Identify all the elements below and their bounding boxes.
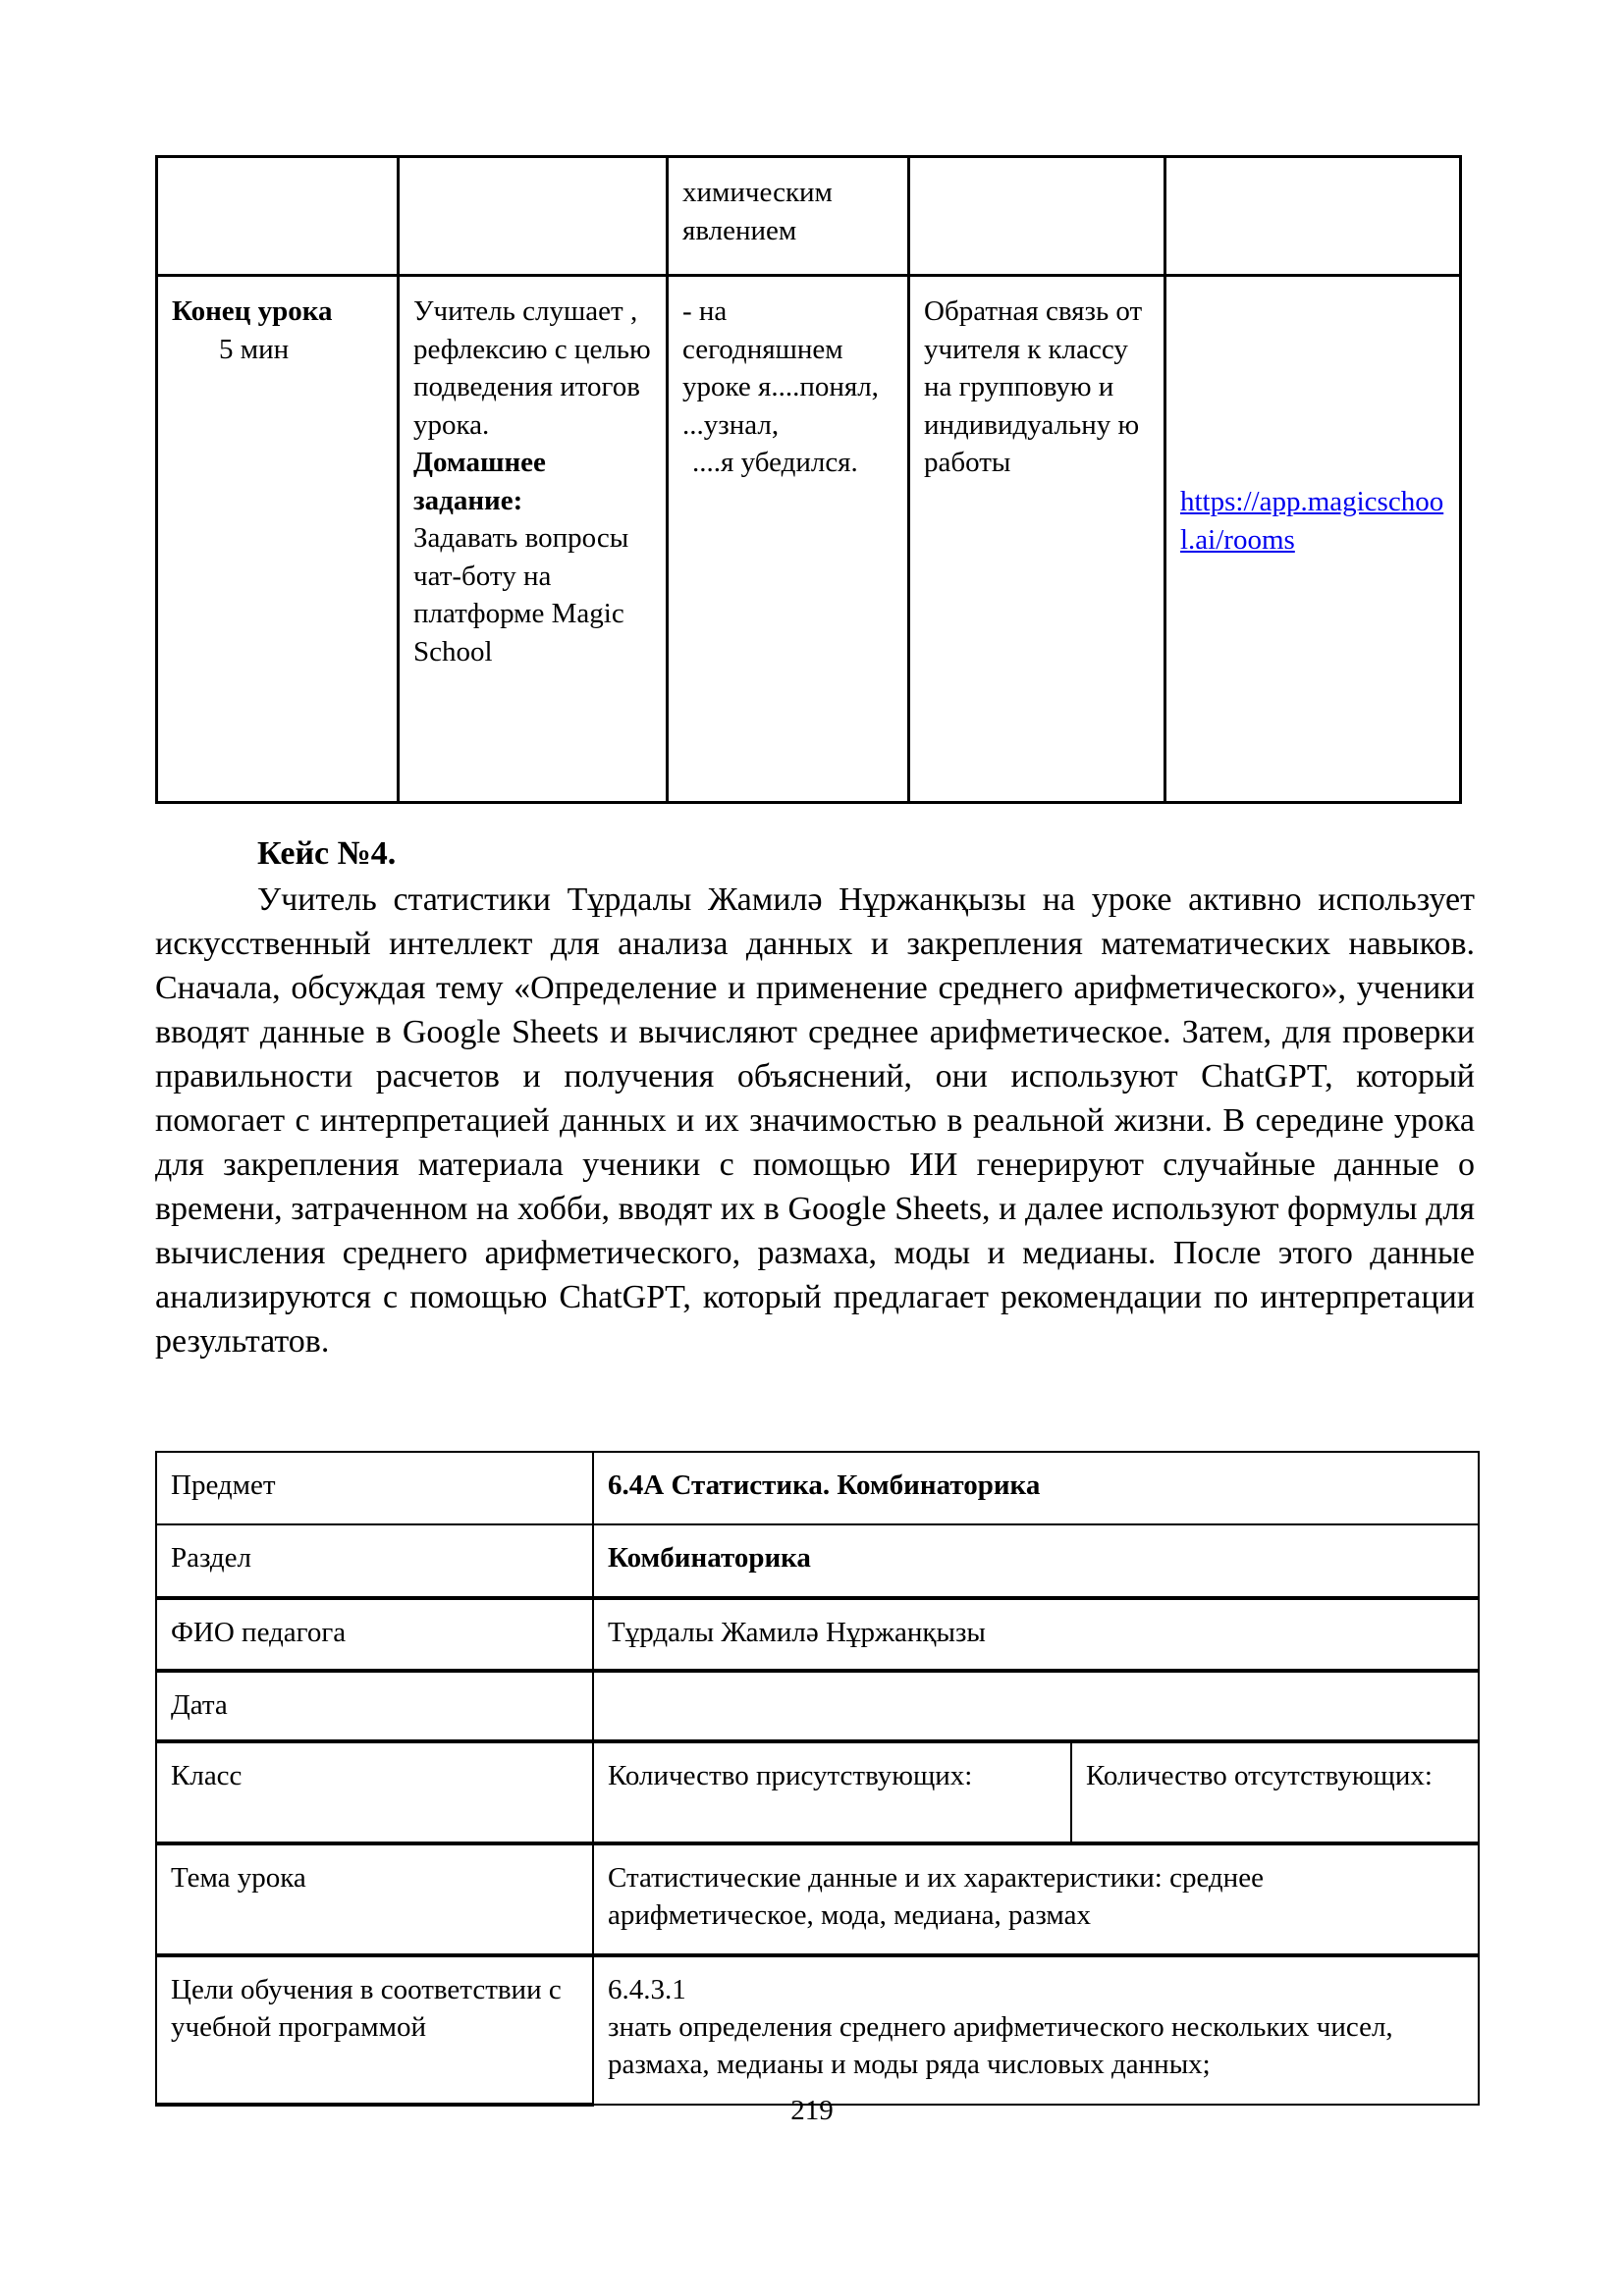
student-actions-cell — [668, 276, 909, 803]
celi-cell — [593, 1955, 1479, 2105]
klass-label: Класс — [156, 1741, 593, 1843]
table-cell — [909, 157, 1165, 276]
fio-value: Тұрдалы Жамилә Нұржанқызы — [593, 1598, 1479, 1671]
razdel-label: Раздел — [156, 1524, 593, 1598]
lesson-plan-table — [155, 1451, 1480, 2107]
razdel-value: Комбинаторика — [593, 1524, 1479, 1598]
celi-value: знать определения среднего арифметического нескольких чисел, размаха, медианы и моды ряда числовых данных; — [608, 2011, 1393, 2080]
celi-label: Цели обучения в соответствии с учебной программой — [156, 1955, 593, 2105]
table-row — [156, 1843, 1479, 1955]
stage-cell — [157, 276, 399, 803]
teacher-actions-cell — [399, 276, 668, 803]
stage-time: 5 мин — [219, 333, 290, 365]
table-cell — [1165, 157, 1461, 276]
table-cell: химическим явлением — [668, 157, 909, 276]
table-row — [156, 1598, 1479, 1671]
magicschool-link[interactable]: https://app.magicschool.ai/rooms — [1180, 486, 1444, 556]
resources-cell — [1165, 276, 1461, 803]
table-cell — [399, 157, 668, 276]
homework-text: Задавать вопросы чат-боту на платформе Magic School — [413, 522, 629, 667]
celi-code: 6.4.3.1 — [608, 1974, 686, 2005]
predmet-label: Предмет — [156, 1452, 593, 1524]
table-row — [156, 1741, 1479, 1843]
lesson-stages-table — [155, 155, 1462, 804]
tema-label: Тема урока — [156, 1843, 593, 1955]
absent-count-label: Количество отсутствующих: — [1071, 1741, 1479, 1843]
student-text-2: ...узнал, — [682, 408, 780, 441]
page-number: 219 — [790, 2095, 834, 2126]
table-row — [156, 1452, 1479, 1524]
assessment-cell — [909, 276, 1165, 803]
case-paragraph: Учитель статистики Тұрдалы Жамилә Нұржанқызы на уроке активно использует искусственный интеллект для анализа данных и закрепления математических навыков. Сначала, обсуждая тему «Определение и применение среднего арифметического», ученики вводят данные в Google Sheets и вычисляют среднее арифметическое. Затем, для проверки правильности расчетов и получения объяснений, они используют ChatGPT, который помогает с интерпретацией данных и их значимостью в реальной жизни. В середине урока для закрепления материала ученики с помощью ИИ генерируют случайные данные о времени, затраченном на хобби, вводят их в Google Sheets, и далее используют формулы для вычисления среднего арифметического, размаха, моды и медианы. После этого данные анализируются с помощью ChatGPT, который предлагает рекомендации по интерпретации результатов. — [155, 881, 1475, 1360]
student-text-1: - на сегодняшнем уроке я....понял, — [682, 295, 879, 402]
present-count-label: Количество присутствующих: — [593, 1741, 1071, 1843]
table-row — [156, 1524, 1479, 1598]
table-row — [156, 1955, 1479, 2105]
student-text-3: ....я убедился. — [692, 447, 858, 478]
data-value — [593, 1671, 1479, 1741]
homework-label: Домашнее задание: — [413, 447, 546, 516]
data-label: Дата — [156, 1671, 593, 1741]
teacher-text: Учитель слушает , рефлексию с целью подведения итогов урока. — [413, 295, 651, 441]
tema-value: Статистические данные и их характеристики: среднее арифметическое, мода, медиана, размах — [593, 1843, 1479, 1955]
stage-title: Конец урока — [172, 295, 333, 327]
table-cell — [157, 157, 399, 276]
table-row — [156, 1671, 1479, 1741]
table-row — [157, 276, 1461, 803]
case-heading: Кейс №4. — [257, 835, 397, 872]
predmet-value: 6.4А Статистика. Комбинаторика — [593, 1452, 1479, 1524]
table-row — [157, 157, 1461, 276]
fio-label: ФИО педагога — [156, 1598, 593, 1671]
assessment-text: Обратная связь от учителя к классу на групповую и индивидуальну ю работы — [924, 295, 1143, 478]
